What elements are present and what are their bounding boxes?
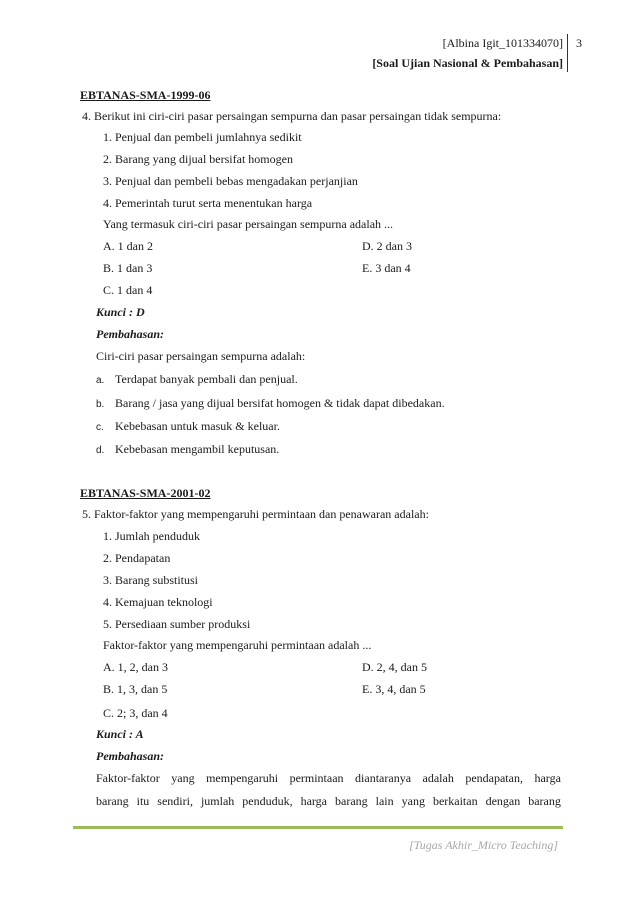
word: sendiri,: [157, 794, 193, 808]
q4-point-letter: d.: [96, 445, 105, 456]
word: lain: [375, 794, 394, 808]
section-heading-q5: EBTANAS-SMA-2001-02: [80, 486, 211, 500]
q5-explanation-line-1: [96, 771, 561, 786]
header-title: [Soal Ujian Nasional & Pembahasan]: [372, 56, 563, 70]
page-number: 3: [576, 36, 582, 50]
q4-item: 3. Penjual dan pembeli bebas mengadakan perjanjian: [103, 174, 358, 188]
word: adalah: [422, 771, 454, 785]
q4-point-letter: b.: [96, 399, 105, 410]
header-author: [Albina Igit_101334070]: [442, 36, 563, 50]
word: yang: [171, 771, 195, 785]
q5-stem: Faktor-faktor yang mempengaruhi permintaan adalah ...: [103, 638, 372, 652]
footer-text: [Tugas Akhir_Micro Teaching]: [409, 838, 558, 852]
q5-answer-key: Kunci : A: [96, 727, 144, 741]
word: pendapatan,: [465, 771, 523, 785]
q5-item: 1. Jumlah penduduk: [103, 529, 200, 543]
q5-option-d: D. 2, 4, dan 5: [362, 660, 427, 674]
q4-option-c: C. 1 dan 4: [103, 283, 153, 297]
q5-item: 3. Barang substitusi: [103, 573, 198, 587]
q5-explanation-line-2: [96, 794, 561, 809]
q4-point-letter: c.: [96, 422, 104, 433]
q4-answer-key: Kunci : D: [96, 305, 145, 319]
q5-option-a: A. 1, 2, dan 3: [103, 660, 168, 674]
q4-explanation-label: Pembahasan:: [96, 327, 165, 341]
header-divider: [567, 34, 568, 72]
q4-item: 1. Penjual dan pembeli jumlahnya sedikit: [103, 130, 302, 144]
q4-point-text: Terdapat banyak pembali dan penjual.: [115, 372, 298, 386]
word: penduduk,: [242, 794, 293, 808]
question-5: 5. Faktor-faktor yang mempengaruhi permintaan dan penawaran adalah:: [82, 507, 429, 521]
q4-point: [96, 442, 279, 457]
word: jumlah: [200, 794, 235, 808]
word: barang: [335, 794, 368, 808]
q4-explanation-intro: Ciri-ciri pasar persaingan sempurna adalah:: [96, 349, 306, 363]
q4-point: [96, 419, 280, 434]
q4-point: [96, 372, 298, 387]
word: harga: [534, 771, 561, 785]
q5-item: 2. Pendapatan: [103, 551, 171, 565]
q4-item: 2. Barang yang dijual bersifat homogen: [103, 152, 293, 166]
q5-item: 4. Kemajuan teknologi: [103, 595, 213, 609]
word: permintaan: [289, 771, 344, 785]
q4-option-e: E. 3 dan 4: [362, 261, 411, 275]
word: diantaranya: [355, 771, 412, 785]
word: berkaitan: [432, 794, 478, 808]
q5-item: 5. Persediaan sumber produksi: [103, 617, 251, 631]
word: barang: [96, 794, 129, 808]
question-4: 4. Berikut ini ciri-ciri pasar persaingan sempurna dan pasar persaingan tidak sempurna:: [82, 109, 502, 123]
word: Faktor-faktor: [96, 771, 160, 785]
q4-point-text: Barang / jasa yang dijual bersifat homogen & tidak dapat dibedakan.: [115, 396, 445, 410]
word: dengan: [485, 794, 521, 808]
q4-option-a: A. 1 dan 2: [103, 239, 153, 253]
q5-option-c: C. 2; 3, dan 4: [103, 706, 168, 720]
q5-option-e: E. 3, 4, dan 5: [362, 682, 426, 696]
word: yang: [401, 794, 425, 808]
word: barang: [528, 794, 561, 808]
q4-point-text: Kebebasan mengambil keputusan.: [115, 442, 280, 456]
word: itu: [136, 794, 150, 808]
q5-explanation-label: Pembahasan:: [96, 749, 165, 763]
q4-stem: Yang termasuk ciri-ciri pasar persaingan sempurna adalah ...: [103, 217, 394, 231]
q4-option-b: B. 1 dan 3: [103, 261, 153, 275]
q5-option-b: B. 1, 3, dan 5: [103, 682, 168, 696]
q4-point-letter: a.: [96, 375, 105, 386]
q4-point-text: Kebebasan untuk masuk & keluar.: [115, 419, 280, 433]
footer-divider: [73, 826, 563, 829]
q4-point: [96, 396, 445, 411]
word: harga: [300, 794, 328, 808]
section-heading-q4: EBTANAS-SMA-1999-06: [80, 88, 211, 102]
word: mempengaruhi: [206, 771, 279, 785]
q4-option-d: D. 2 dan 3: [362, 239, 412, 253]
q4-item: 4. Pemerintah turut serta menentukan harga: [103, 196, 313, 210]
